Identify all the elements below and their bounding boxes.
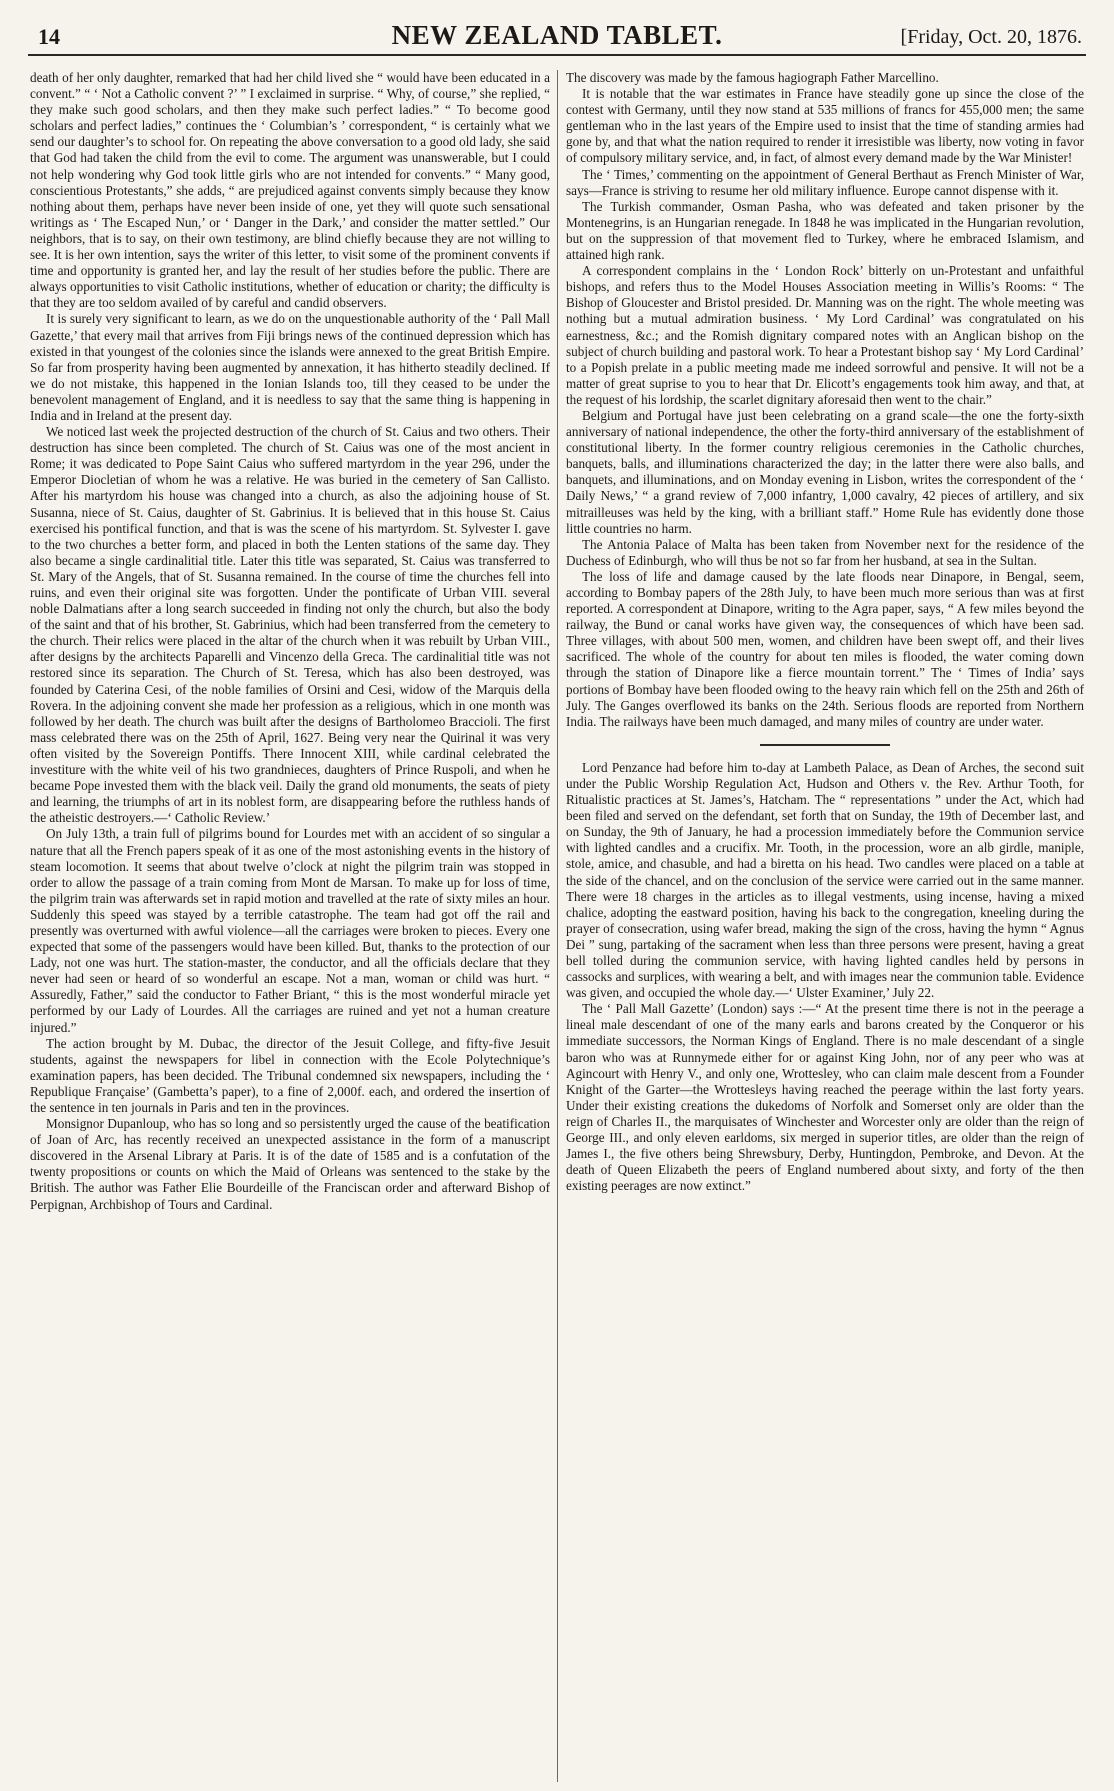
newspaper-title: NEW ZEALAND TABLET. [391,20,723,50]
article-paragraph: The Antonia Palace of Malta has been taken from November next for the residence of the Duchess of Edinburgh, who will thus be not so far from her husband, at sea in the Sultan. [566,536,1084,568]
left-column [30,70,550,1782]
article-paragraph: The Turkish commander, Osman Pasha, who was defeated and taken prisoner by the Montenegrins, is an Hungarian renegade. In 1848 he was implicated in the Hungarian revolution, but on the suppression of that movement fled to Turkey, where he embraced Islamism, and attained high rank. [566,198,1084,263]
issue-date: [Friday, Oct. 20, 1876. [900,26,1082,48]
article-paragraph: It is surely very significant to learn, as we do on the unquestionable authority of the ‘ Pall Mall Gazette,’ that every mail that arrives from Fiji brings news of the continued depression which has existed in that youngest of the colonies since the islands were annexed to the great British Empire. So far from prosperity having been augmented by annexation, it has hitherto steadily declined. If we do not mistake, this happened in the Ionian Islands too, till they ceased to be under the benevolent management of England, and it is needless to say that the same thing is happening in India and in Ireland at the present day. [30,311,550,423]
article-paragraph: On July 13th, a train full of pilgrims bound for Lourdes met with an accident of so singular a nature that all the French papers speak of it as one of the most astonishing events in the history of steam locomotion. It seems that about twelve o’clock at night the pilgrim train was stopped in order to allow the passage of a train coming from Mont de Marsan. To make up for loss of time, the pilgrim train was afterwards set in rapid motion and travelled at the rate of sixty miles an hour. Suddenly this speed was stayed by a terrible catastrophe. The team had got off the rail and presently was overturned with awful violence—all the carriages were broken to pieces. Every one expected that some of the passengers would have been killed. But, thanks to the protection of our Lady, not one was hurt. The station-master, the conductor, and all the officials declare that they never had seen or heard of so wonderful an escape. Not a man, woman or child was hurt. “ Assuredly, Father,” said the conductor to Father Briant, “ this is the most wonderful miracle yet performed by our Lady of Lourdes. All the carriages are ruined and yet not a human creature injured.” [30,826,550,1035]
masthead [28,8,1086,56]
page-number: 14 [38,24,60,49]
right-column [566,70,1084,1782]
article-paragraph: The ‘ Times,’ commenting on the appointment of General Berthaut as French Minister of War, says—France is striving to resume her old military influence. Europe cannot dispense with it. [566,166,1084,198]
column-rule [557,70,558,1782]
article-paragraph: We noticed last week the projected destruction of the church of St. Caius and two others. Their destruction has since been completed. The church of St. Caius was one of the most ancient in Rome; it was dedicated to Pope Saint Caius who suffered martyrdom in the year 296, under the Emperor Diocletian of whom he was a relative. He was buried in the cemetery of San Callisto. After his martyrdom his house was changed into a church, as also the adjoining house of St. Susanna, niece of St. Caius, daughter of St. Gabrinius. It is believed that in this house St. Caius exercised his pontifical function, and that is was the scene of his martyrdom. St. Sylvester I. gave to the two churches a better form, and placed in both the Lenten stations of the same day. They also became a single cardinalitial title. Later this title was separated, St. Caius was transferred to St. Mary of the Angels, that of St. Susanna remained. In the course of time the churches fell into ruins, and even their original site was forgotten. Under the pontificate of Urban VIII. several noble Dalmatians after a long search succeeded in finding not only the church, but also the body of the saint and that of his brother, St. Gabrinius, which had been transferred from the cemetery to the church. Their relics were placed in the altar of the church when it was rebuilt by Urban VIII., after designs by the architects Paparelli and Vincenzo della Greca. The cardinalitial title was not restored since its separation. The Church of St. Teresa, which has also been destroyed, was founded by Caterina Cesi, of the noble families of Orsini and Cesi, widow of the Marquis della Rovera. In the adjoining convent she made her profession as a religious, which in one month was followed by her death. The church was built after the designs of Bartholomeo Braccioli. The first mass celebrated there was on the 25th of April, 1627. Being very near the Quirinal it was very often visited by the Sovereign Pontiffs. There Innocent XIII, while cardinal celebrated the investiture with the white veil of his two grandnieces, daughters of Prince Ruspoli, and when he became Pope invested them with the black veil. Daily the grand old monuments, the seats of piety and learning, the triumphs of art in its noblest form, are disappearing before the ruthless hands of the atheistic destroyers.—‘ Catholic Review.’ [30,424,550,826]
article-paragraph: It is notable that the war estimates in France have steadily gone up since the close of the contest with Germany, until they now stand at 535 millions of francs for 455,000 men; the same gentleman who in the last years of the Empire used to insist that the time of standing armies had gone by, and that what the nation required to render it irresistible was liberty, now voting in favor of compulsory military service, and, in fact, of almost every demand made by the War Minister! [566,86,1084,166]
section-divider [760,744,890,746]
article-paragraph: The action brought by M. Dubac, the director of the Jesuit College, and fifty-five Jesuit students, against the newspapers for libel in connection with the Ecole Polytechnique’s examination papers, has been decided. The Tribunal condemned six newspapers, including the ‘ Republique Française’ (Gambetta’s paper), to a fine of 2,000f. each, and ordered the insertion of the sentence in ten journals in Paris and ten in the provinces. [30,1035,550,1115]
article-paragraph: Lord Penzance had before him to-day at Lambeth Palace, as Dean of Arches, the second suit under the Public Worship Regulation Act, Hudson and Others v. the Rev. Arthur Tooth, for Ritualistic practices at St. James’s, Hatcham. The “ representations ” under the Act, which had been filed and served on the defendant, set forth that on Sunday, the 19th of December last, and on Sunday, the 9th of January, he had a procession immediately before the Communion service with lighted candles and a crucifix. Mr. Tooth, in the procession, wore an alb girdle, maniple, stole, amice, and chasuble, and had a biretta on his head. Two candles were placed on a table at the side of the chancel, and on the conclusion of the service were carried out in the same manner. There were 18 charges in the articles as to illegal vestments, using incense, having a mixed chalice, adopting the eastward position, having his back to the congregation, kneeling during the prayer of consecration, using wafer bread, making the sign of the cross, having the hymn “ Agnus Dei ” sung, partaking of the sacrament when less than three persons were present, having a great bell tolled during the communion service, with having lighted candles held by persons in cassocks and surplices, with wearing a belt, and with images near the communion table. Evidence was given, and occupied the whole day.—‘ Ulster Examiner,’ July 22. [566,759,1084,1001]
article-paragraph: The ‘ Pall Mall Gazette’ (London) says :—“ At the present time there is not in the peerage a lineal male descendant of one of the many earls and barons created by the Conqueror or his immediate successors, the Norman Kings of England. There is no male descendant of a single baron who was at Runnymede either for or against King John, nor of any peer who was at Agincourt with Henry V., and only one, Wrottesley, who can claim male descent from a Founder Knight of the Garter—the Wrottesleys having reached the peerage within the last forty years. Under their existing creations the dukedoms of Norfolk and Somerset only are older than the reign of Charles II., the marquisates of Winchester and Worcester only are older than the reign of George III., and only eleven earldoms, six merged in superior titles, are older than the reign of James I., the five others being Shrewsbury, Derby, Huntingdon, Pembroke, and Devon. At the death of Queen Elizabeth the peers of England numbered about sixty, and forty of the then existing peerages are now extinct.” [566,1001,1084,1194]
article-paragraph: The discovery was made by the famous hagiograph Father Marcellino. [566,70,939,85]
article-paragraph: Belgium and Portugal have just been celebrating on a grand scale—the one the forty-sixth anniversary of national independence, the other the forty-third anniversary of the establishment of constitutional liberty. In the former country religious ceremonies in the Catholic churches, banquets, balls, and illuminations characterized the day; in the latter there were also balls, and banquets, and illuminations, and on Monday evening in Lisbon, writes the correspondent of the ‘ Daily News,’ “ a grand review of 7,000 infantry, 1,000 cavalry, 42 pieces of artillery, and six mitrailleuses was held by the king, with a brilliant staff.” Home Rule has evidently done those little countries no harm. [566,407,1084,536]
article-paragraph: The loss of life and damage caused by the late floods near Dinapore, in Bengal, seem, according to Bombay papers of the 28th July, to have been much more serious than was at first reported. A correspondent at Dinapore, writing to the Agra paper, says, “ A few miles beyond the railway, the Bund or canal works have given way, the consequences of which have been sad. Three villages, with about 500 men, women, and children have been swept off, and their lives sacrificed. The whole of the country for about ten miles is flooded, the water coming down through the station of Dinapore like a fierce mountain torrent.” The ‘ Times of India’ says portions of Bombay have been flooded owing to the heavy rain which fell on the 25th and 26th of July. The Ganges overflowed its banks on the 24th. Serious floods are reported from Northern India. The railways have been much damaged, and many miles of country are under water. [566,568,1084,729]
article-paragraph: A correspondent complains in the ‘ London Rock’ bitterly on un-Protestant and unfaithful bishops, and refers thus to the Model Houses Association meeting in Willis’s Rooms: “ The Bishop of Gloucester and Bristol presided. Dr. Manning was on the right. The whole meeting was nothing but a mutual admiration business. ‘ My Lord Cardinal’ was congratulated on his earnestness, &c.; and the Romish dignitary compared notes with an Anglican bishop on the subject of church building and pastoral work. To hear a Protestant bishop say ‘ My Lord Cardinal’ to a Popish prelate in a public meeting made me indeed sorrowful and pensive. It will not be a matter of great suprise to you to hear that Dr. Elicott’s engagements took him away, and that, at the request of his lordship, the scarlet dignitary aforesaid then went to the chair.” [566,263,1084,407]
article-paragraph: Monsignor Dupanloup, who has so long and so persistently urged the cause of the beatification of Joan of Arc, has recently received an unexpected assistance in the form of a manuscript discovered in the Arsenal Library at Paris. It is of the date of 1585 and is a confutation of the twenty propositions or counts on which the Maid of Orleans was sentenced to the stake by the British. The author was Father Elie Bourdeille of the Franciscan order and afterward Bishop of Perpignan, Archbishop of Tours and Cardinal. [30,1116,550,1212]
article-paragraph: death of her only daughter, remarked that had her child lived she “ would have been educated in a convent.” “ ‘ Not a Catholic convent ?’ ” I exclaimed in surprise. “ Why, of course,” she replied, “ they make such good scholars, and then they make such perfect ladies.” “ To become good scholars and perfect ladies,” continues the ‘ Columbian’s ’ correspondent, “ is certainly what we send our daughter’s to school for. On repeating the above conversation to a good old lady, she said that God had taken the child from the evil to come. The argument was unanswerable, but I could not help wondering why God took little girls who are not intended for convents.” “ Many good, conscientious Protestants,” she adds, “ are prejudiced against convents simply because they know nothing about them, perhaps have never been inside of one, yet they will quote such sensational writings as ‘ The Escaped Nun,’ or ‘ Danger in the Dark,’ and consider the matter settled.” Our neighbors, that is to say, on their own testimony, are blind chiefly because they are not willing to see. It is her own intention, says the writer of this letter, to visit some of the prominent convents if time and opportunity is granted her, and lay the result of her studies before the public. There are always opportunities to visit Catholic institutions, whether of education or charity; the difficulty is that they are too seldom availed of by careful and candid observers. [30,70,550,311]
